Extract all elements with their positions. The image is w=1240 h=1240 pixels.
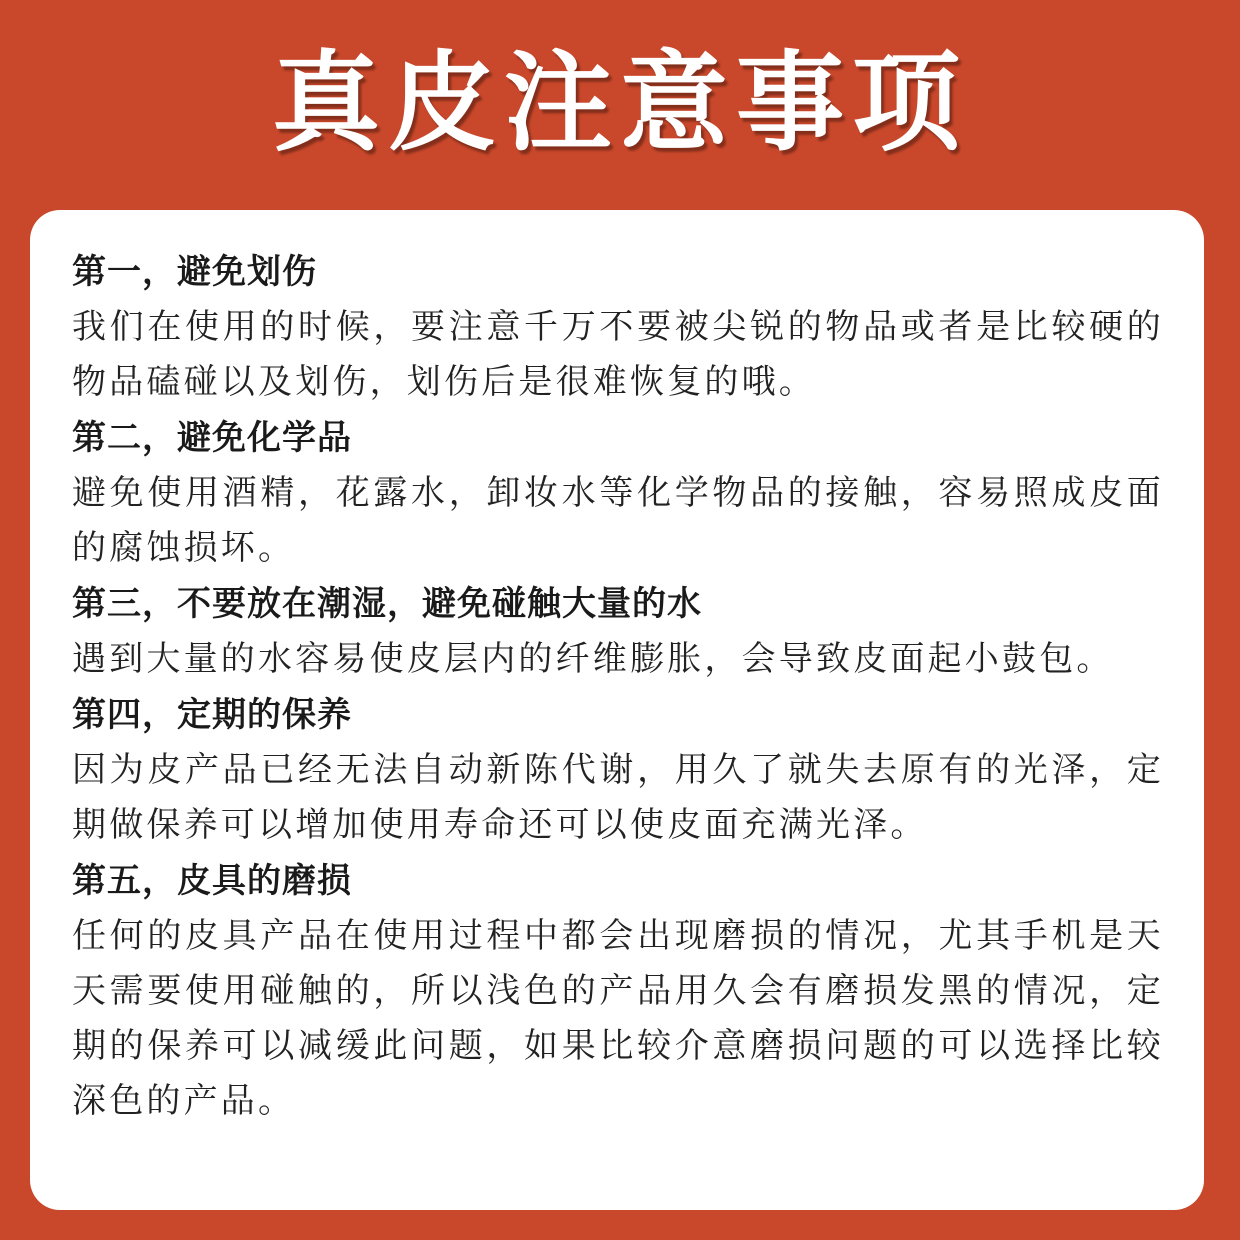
section-body: 避免使用酒精，花露水，卸妆水等化学物品的接触，容易照成皮面的腐蚀损坏。 [72, 473, 1164, 568]
section-body: 我们在使用的时候，要注意千万不要被尖锐的物品或者是比较硬的物品磕碰以及划伤，划伤后是很难恢复的哦。 [72, 307, 1164, 402]
section-body: 因为皮产品已经无法自动新陈代谢，用久了就失去原有的光泽，定期做保养可以增加使用寿命还可以使皮面充满光泽。 [72, 750, 1164, 845]
section-heading: 第一，避免划伤 [72, 252, 317, 292]
page-title: 真皮注意事项 [271, 41, 968, 166]
section-body: 任何的皮具产品在使用过程中都会出现磨损的情况，尤其手机是天天需要使用碰触的，所以浅色的产品用久会有磨损发黑的情况，定期的保养可以减缓此问题，如果比较介意磨损问题的可以选择比较深色的产品。 [72, 916, 1164, 1121]
section-4 [72, 687, 1164, 853]
section-5 [72, 853, 1164, 1129]
section-heading: 第五，皮具的磨损 [72, 861, 352, 901]
section-1 [72, 244, 1164, 410]
content-card [30, 210, 1204, 1210]
section-heading: 第三，不要放在潮湿，避免碰触大量的水 [72, 584, 702, 624]
section-2 [72, 410, 1164, 576]
section-heading: 第二，避免化学品 [72, 418, 352, 458]
section-3 [72, 576, 1164, 687]
section-heading: 第四，定期的保养 [72, 695, 352, 735]
section-body: 遇到大量的水容易使皮层内的纤维膨胀，会导致皮面起小鼓包。 [72, 639, 1114, 679]
